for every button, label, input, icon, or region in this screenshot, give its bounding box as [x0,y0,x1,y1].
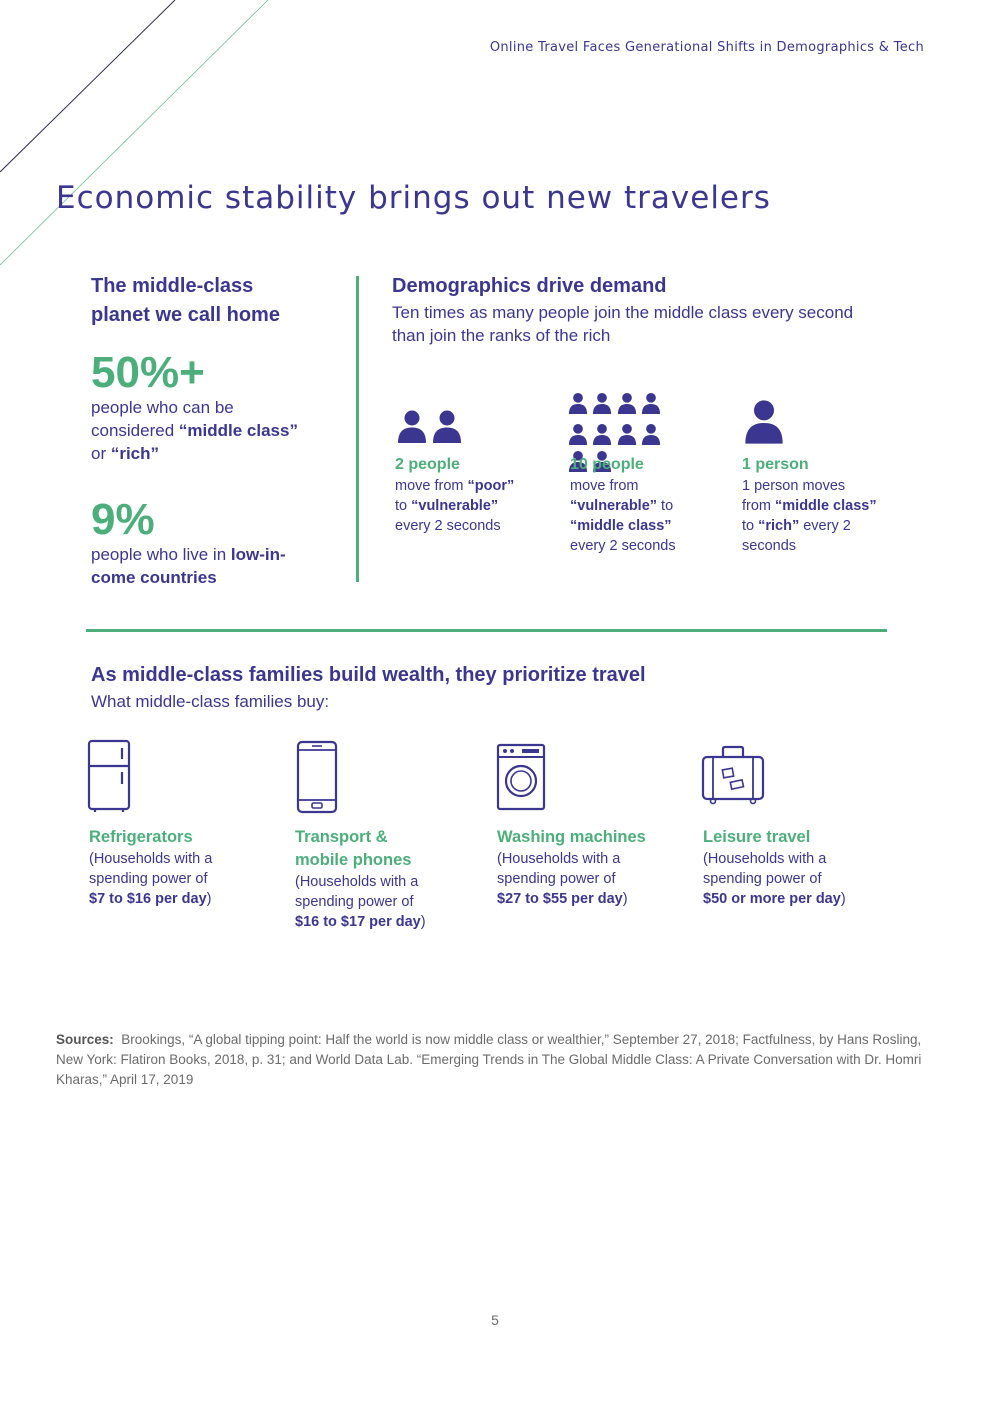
item-heading: Washing machines [497,828,646,846]
panel-heading-line-2: planet we call home [91,304,280,326]
group-10-people-heading: 10 people [570,456,644,473]
mobile-phone-icon [296,740,338,814]
group-2-people-icons [397,409,462,448]
stat-low-income-value: 9% [91,495,155,544]
corner-decoration [0,0,300,280]
refrigerator-icon [87,739,132,813]
page-number: 5 [491,1312,499,1328]
group-1-person [742,454,912,556]
vertical-divider [356,276,359,582]
washing-machine-icon [496,743,546,811]
group-1-person-text: 1 person moves from “middle class” to “rich” every 2 seconds [742,478,877,554]
item-heading: Transport & mobile phones [295,828,412,869]
item-mobile-phones [295,826,485,932]
page-title: Economic stability brings out new travelers [56,180,771,216]
person-icon [641,392,661,414]
person-icon [568,423,588,445]
demographics-heading: Demographics drive demand [392,275,667,297]
person-icon [568,392,588,414]
person-icon [641,423,661,445]
person-icon [592,392,612,414]
person-icon [617,423,637,445]
group-10-people [570,454,730,556]
item-text: (Households with a spending power of $50 or more per day) [703,851,846,907]
person-icon [592,423,612,445]
group-1-person-icon [744,398,784,449]
middle-class-panel [91,272,341,589]
running-header: Online Travel Faces Generational Shifts in Demographics & Tech [489,40,924,55]
item-heading: Leisure travel [703,828,811,846]
item-text: (Households with a spending power of $16 to $17 per day) [295,874,426,930]
person-icon [744,398,784,444]
person-icon [397,409,427,443]
demographics-subtitle: Ten times as many people join the middle class every second than join the ranks of the rich [392,303,854,345]
stat-middle-class-text: people who can be considered “middle class” or “rich” [91,398,298,463]
group-2-people-text: move from “poor” to “vulnerable” every 2 seconds [395,478,515,534]
item-washing-machines [497,826,687,909]
person-icon [617,392,637,414]
group-10-people-text: move from “vulnerable” to “middle class” every 2 seconds [570,478,676,554]
horizontal-divider [86,629,887,632]
group-2-people [395,454,555,536]
stat-middle-class-value: 50%+ [91,348,205,397]
stat-low-income-text: people who live in low-in- come countries [91,545,286,587]
item-heading: Refrigerators [89,828,193,846]
sources-text: Brookings, “A global tipping point: Half the world is now middle class or wealthier,” September 27, 2018; Factfulness, by Hans Rosling, New York: Flatiron Books, 2018, p. 31; and World Data Lab. “Emerging Trends in The Global Middle Class: A Private Conversation with Dr. Homri Kharas,” April 17, 2019 [56,1032,922,1087]
panel-heading-line-1: The middle-class [91,275,254,297]
demographics-section [392,272,912,347]
item-text: (Households with a spending power of $7 to $16 per day) [89,851,213,907]
sources-label: Sources: [56,1032,114,1047]
person-icon [432,409,462,443]
group-1-person-heading: 1 person [742,456,809,473]
item-leisure-travel [703,826,903,909]
purchases-heading: As middle-class families build wealth, they prioritize travel [91,664,646,686]
sources-note [56,1030,926,1090]
suitcase-icon [701,745,765,805]
group-2-people-heading: 2 people [395,456,460,473]
purchases-subtitle: What middle-class families buy: [91,692,330,711]
item-text: (Households with a spending power of $27 to $55 per day) [497,851,628,907]
panel-heading [91,272,341,330]
item-refrigerators [89,826,279,909]
